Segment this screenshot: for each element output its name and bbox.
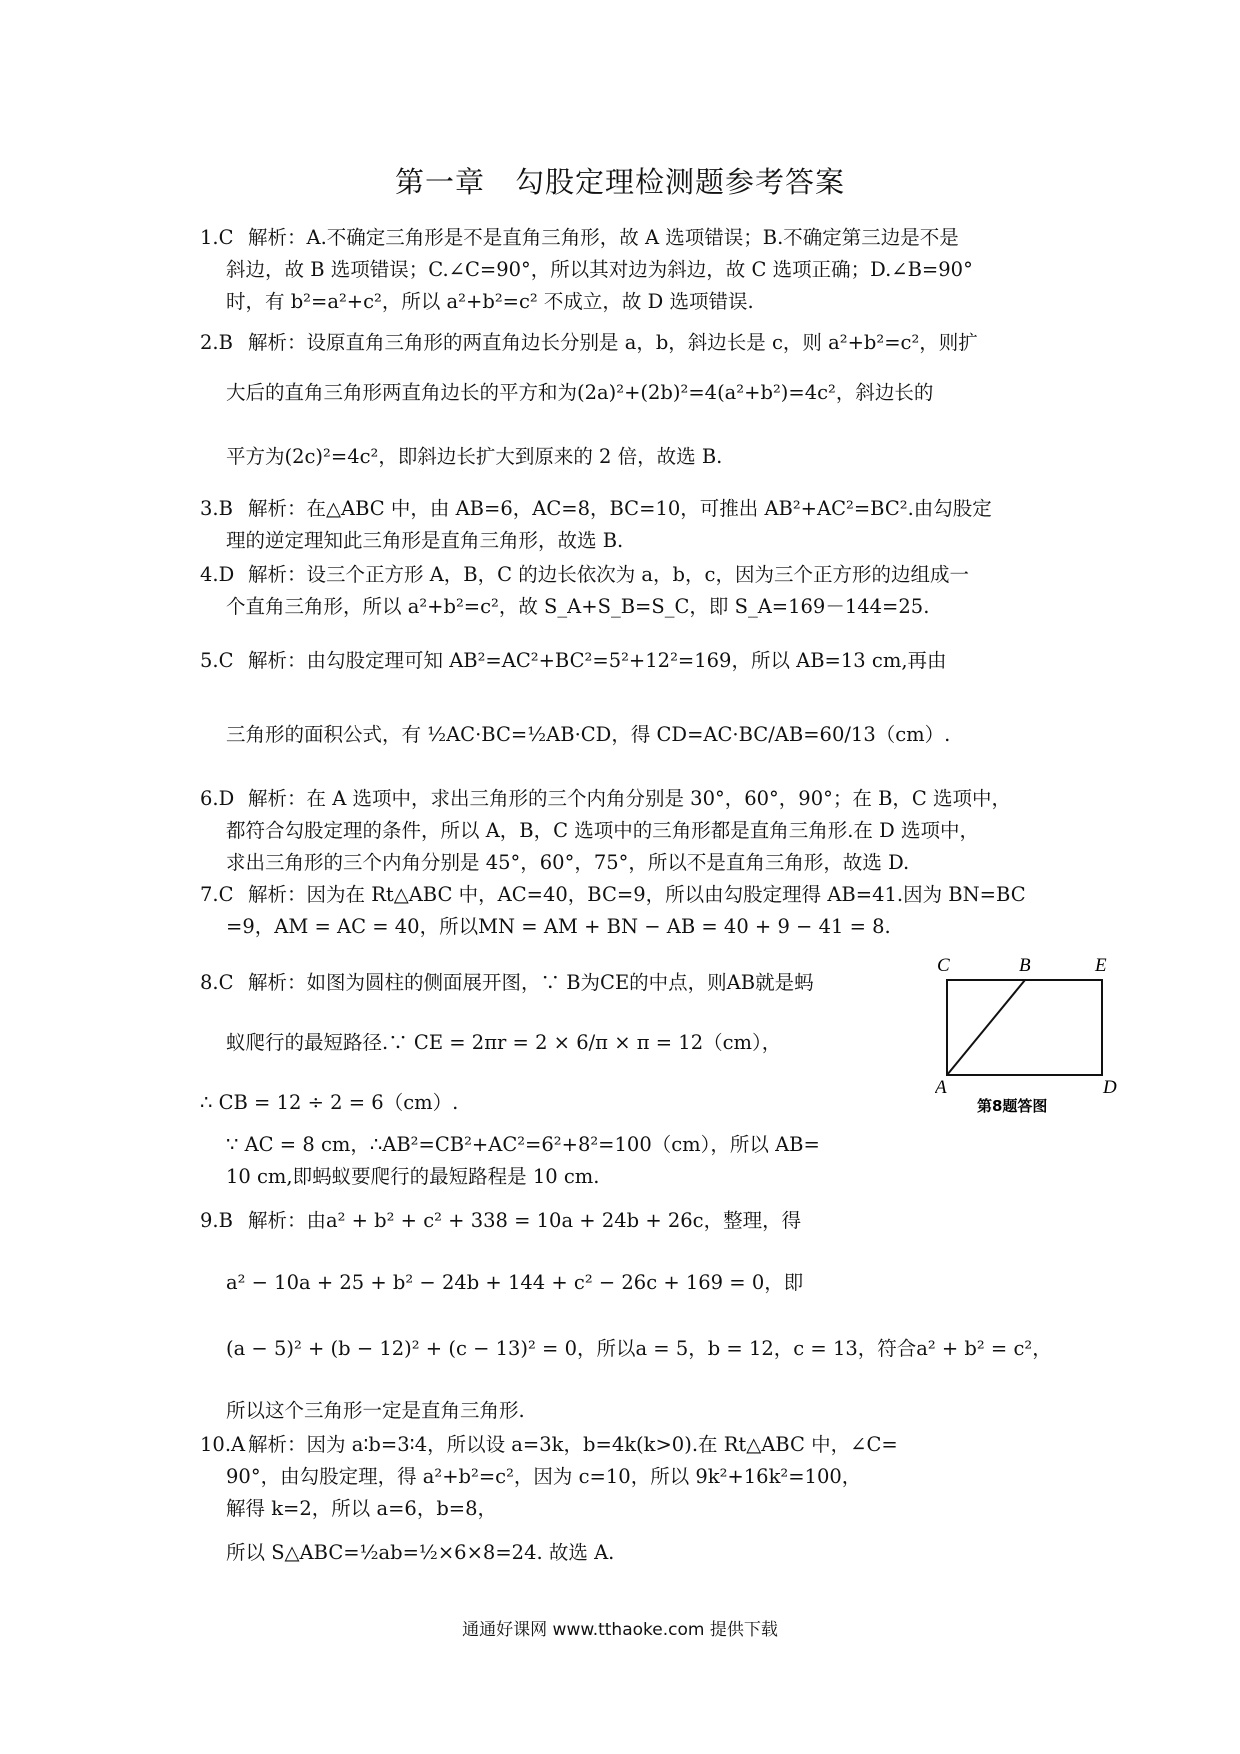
label-a: A (935, 1077, 947, 1098)
answer-10-line-3: 解得 k=2，所以 a=6，b=8， (226, 1497, 498, 1520)
answer-1-line-3: 时，有 b²=a²+c²，所以 a²+b²=c² 不成立，故 D 选项错误. (226, 290, 754, 313)
answer-10-line-2: 90°，由勾股定理，得 a²+b²=c²，因为 c=10，所以 9k²+16k²=100， (226, 1465, 862, 1488)
answer-9-line-4: 所以这个三角形一定是直角三角形. (226, 1399, 525, 1422)
figure-8-diagram (935, 955, 1135, 1115)
page-title: 第一章 勾股定理检测题参考答案 (394, 165, 845, 199)
answer-10-line-4: 所以 S△ABC=½ab=½×6×8=24. 故选 A. (226, 1541, 615, 1564)
answer-number: 3.B (200, 497, 233, 520)
answer-8-line-5: 10 cm,即蚂蚁要爬行的最短路程是 10 cm. (226, 1165, 600, 1188)
label-d: D (1103, 1077, 1117, 1098)
answer-9-line-3: (a − 5)² + (b − 12)² + (c − 13)² = 0，所以a = 5，b = 12，c = 13，符合a² + b² = c²， (226, 1337, 1052, 1360)
page-footer: 通通好课网 www.tthaoke.com 提供下载 (462, 1620, 778, 1640)
answer-6-line-2: 都符合勾股定理的条件，所以 A，B，C 选项中的三角形都是直角三角形.在 D 选项中， (226, 819, 979, 842)
answer-9-line-2: a² − 10a + 25 + b² − 24b + 144 + c² − 26c + 169 = 0，即 (226, 1271, 804, 1294)
answer-8-line-2: 蚁爬行的最短路径.∵ CE = 2πr = 2 × 6/π × π = 12（cm）， (226, 1031, 782, 1054)
answer-number: 2.B (200, 331, 233, 354)
answer-9-line-1: 9.B 解析：由a² + b² + c² + 338 = 10a + 24b + 26c，整理，得 (200, 1209, 802, 1232)
label-e: E (1095, 955, 1107, 976)
answer-2-line-3: 平方为(2c)²=4c²，即斜边长扩大到原来的 2 倍，故选 B. (226, 445, 723, 468)
answer-7-line-2: =9，AM = AC = 40，所以MN = AM + BN − AB = 40 + 9 − 41 = 8. (226, 915, 891, 938)
rectangle-diagram (935, 955, 1135, 1115)
answer-number: 9.B (200, 1209, 233, 1232)
answer-number: 8.C (200, 971, 234, 994)
answer-3-line-2: 理的逆定理知此三角形是直角三角形，故选 B. (226, 529, 624, 552)
figure-caption: 第8题答图 (977, 1097, 1048, 1115)
answer-number: 6.D (200, 787, 235, 810)
answer-5-line-1: 5.C 解析：由勾股定理可知 AB²=AC²+BC²=5²+12²=169，所以 AB=13 cm,再由 (200, 649, 947, 672)
label-b: B (1019, 955, 1031, 976)
answer-8-line-4: ∵ AC = 8 cm，∴AB²=CB²+AC²=6²+8²=100（cm），所以 AB= (226, 1133, 820, 1156)
path-ab-line (947, 980, 1025, 1075)
answer-2-line-2: 大后的直角三角形两直角边长的平方和为(2a)²+(2b)²=4(a²+b²)=4c²，斜边长的 (226, 381, 934, 404)
answer-7-line-1: 7.C 解析：因为在 Rt△ABC 中，AC=40，BC=9，所以由勾股定理得 AB=41.因为 BN=BC (200, 883, 1026, 906)
answer-2-line-1: 2.B 解析：设原直角三角形的两直角边长分别是 a，b，斜边长是 c，则 a²+b²=c²，则扩 (200, 331, 978, 354)
answer-number: 10.A (200, 1433, 246, 1456)
answer-4-line-1: 4.D 解析：设三个正方形 A，B，C 的边长依次为 a，b，c，因为三个正方形的边组成一 (200, 563, 969, 586)
answer-8-line-3: ∴ CB = 12 ÷ 2 = 6（cm）. (200, 1091, 459, 1114)
answer-number: 5.C (200, 649, 234, 672)
answer-8-line-1: 8.C 解析：如图为圆柱的侧面展开图，∵ B为CE的中点，则AB就是蚂 (200, 971, 814, 994)
answer-1-line-2: 斜边，故 B 选项错误；C.∠C=90°，所以其对边为斜边，故 C 选项正确；D.∠B=90° (226, 258, 973, 281)
answer-6-line-1: 6.D 解析：在 A 选项中，求出三角形的三个内角分别是 30°，60°，90°；在 B，C 选项中， (200, 787, 1012, 810)
answer-1-line-1: 1.C 解析：A.不确定三角形是不是直角三角形，故 A 选项错误；B.不确定第三边是不是 (200, 226, 959, 249)
answer-10-line-1: 10.A 解析：因为 a∶b=3∶4，所以设 a=3k，b=4k(k>0).在 Rt△ABC 中，∠C= (200, 1433, 898, 1456)
answer-number: 4.D (200, 563, 235, 586)
answer-number: 7.C (200, 883, 234, 906)
label-c: C (937, 955, 950, 976)
answer-5-line-2: 三角形的面积公式，有 ½AC·BC=½AB·CD，得 CD=AC·BC/AB=60/13（cm）. (226, 723, 951, 746)
answer-4-line-2: 个直角三角形，所以 a²+b²=c²，故 S_A+S_B=S_C，即 S_A=169－144=25. (226, 595, 930, 618)
answer-3-line-1: 3.B 解析：在△ABC 中，由 AB=6，AC=8，BC=10，可推出 AB²+AC²=BC².由勾股定 (200, 497, 992, 520)
answer-6-line-3: 求出三角形的三个内角分别是 45°，60°，75°，所以不是直角三角形，故选 D. (226, 851, 910, 874)
rectangle-shape (947, 980, 1102, 1075)
answer-number: 1.C (200, 226, 234, 249)
